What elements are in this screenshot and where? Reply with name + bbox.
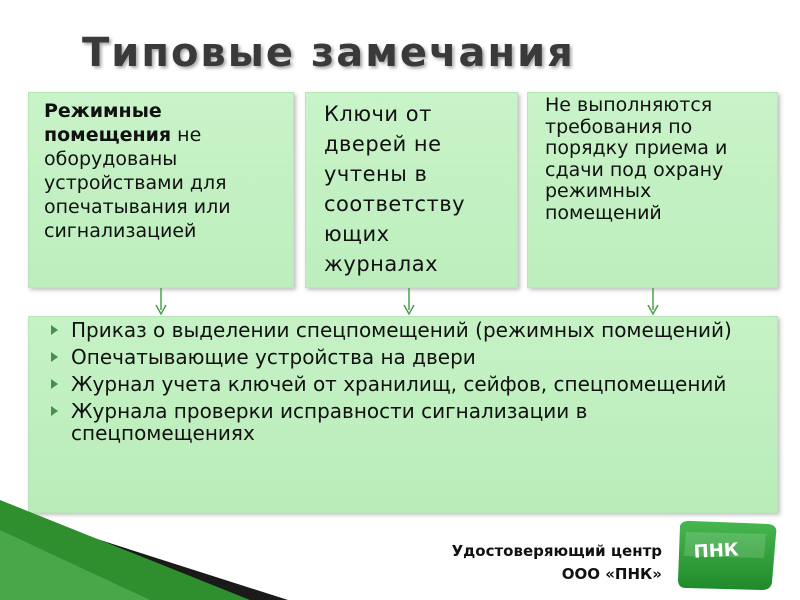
remark-box-1 <box>28 92 294 288</box>
company-caption-line-2: ООО «ПНК» <box>561 565 662 583</box>
list-item-text: Опечатывающие устройства на двери <box>71 345 476 369</box>
triangle-bullet-icon <box>51 406 58 416</box>
company-caption-line-1: Удостоверяющий центр <box>451 542 662 560</box>
arrow-down-icon <box>402 288 416 316</box>
logo-text: ПНК <box>693 539 740 563</box>
page-title: Типовые замечания <box>82 30 575 76</box>
list-item <box>51 319 767 341</box>
remark-1-text: не оборудованы устройствами для опечатывания или сигнализацией <box>44 124 231 242</box>
triangle-bullet-icon <box>51 325 58 335</box>
requirements-box <box>28 316 778 513</box>
requirements-list <box>51 319 767 444</box>
remark-3-text: Не выполняются требования по порядку приема и сдачи под охрану режимных помещений <box>545 94 728 224</box>
company-logo <box>672 518 782 594</box>
remark-box-3 <box>527 92 778 288</box>
decorative-wedge <box>0 500 300 600</box>
list-item <box>51 373 767 395</box>
arrow-down-icon <box>646 288 660 316</box>
arrow-down-icon <box>154 288 168 316</box>
list-item-text: Журнала проверки исправности сигнализации в спецпомещениях <box>71 399 588 445</box>
list-item-text: Приказ о выделении спецпомещений (режимных помещений) <box>71 318 732 342</box>
list-item <box>51 346 767 368</box>
triangle-bullet-icon <box>51 379 58 389</box>
triangle-bullet-icon <box>51 352 58 362</box>
list-item <box>51 400 767 444</box>
remark-box-2 <box>305 92 518 288</box>
remark-1-bold-text: Режимные помещения <box>44 100 172 146</box>
company-caption <box>452 540 662 586</box>
list-item-text: Журнал учета ключей от хранилищ, сейфов, спецпомещений <box>71 372 727 396</box>
remark-2-text: Ключи от дверей не учтены в соответству ющих журналах <box>324 102 466 276</box>
